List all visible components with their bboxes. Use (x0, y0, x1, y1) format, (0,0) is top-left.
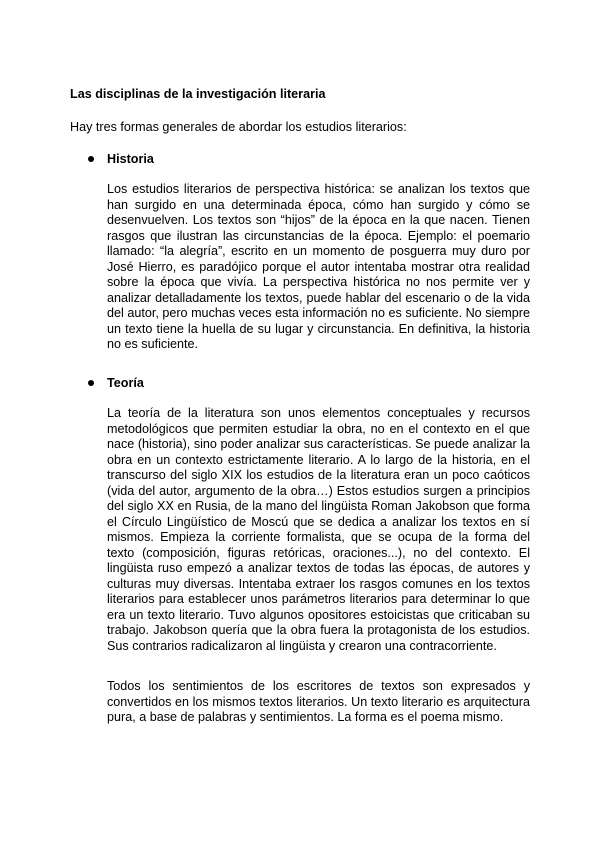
bullet-icon (88, 380, 94, 386)
historia-paragraph: Los estudios literarios de perspectiva histórica: se analizan los textos que han surgido en una determinada época, cómo han surgido y cómo se desenvuelven. Los textos son “hijos” de la época en la que nacen. Tienen rasgos que ilustran las circunstancias de la época. Ejemplo: el poemario llamado: “la alegría”, escrito en un momento de posguerra muy duro por José Hierro, es paradójico porque el autor intentaba mostrar otra realidad sobre la época que vivía. La perspectiva histórica no nos permite ver y analizar detalladamente los textos, puede hablar del escenario o de la vida del autor, pero muchas veces esta información no es suficiente. No siempre un texto tiene la huella de su lugar y circunstancia. En definitiva, la historia no es suficiente. (107, 182, 530, 351)
section-heading-label: Teoría (107, 376, 144, 390)
teoria-paragraph-2: Todos los sentimientos de los escritores de textos son expresados y convertidos en los mismos textos literarios. Un texto literario es arquitectura pura, a base de palabras y sentimientos. La forma es el poema mismo. (107, 679, 530, 724)
bullet-icon (88, 156, 94, 162)
document-title: Las disciplinas de la investigación literaria (70, 87, 326, 101)
intro-paragraph: Hay tres formas generales de abordar los estudios literarios: (70, 120, 407, 134)
section-heading-teoria (88, 374, 144, 392)
section-heading-historia (88, 150, 154, 168)
section-heading-label: Historia (107, 152, 154, 166)
teoria-paragraph-1: La teoría de la literatura son unos elementos conceptuales y recursos metodológicos que permiten estudiar la obra, no en el contexto en el que nace (historia), sino poder analizar sus características. Se puede analizar la obra en un contexto estrictamente literario. A lo largo de la historia, en el transcurso del siglo XIX los estudios de la literatura eran un poco caóticos (vida del autor, argumento de la obra…) Estos estudios surgen a principios del siglo XX en Rusia, de la mano del lingüista Roman Jakobson que forma el Círculo Lingüístico de Moscú que se dedica a analizar los textos en sí mismos. Empieza la corriente formalista, que se ocupa de la forma del texto (composición, figuras retóricas, oraciones...), no del contexto. El lingüista ruso empezó a analizar textos de todas las épocas, de autores y culturas muy diversas. Intentaba extraer los rasgos comunes en los textos literarios para establecer unos parámetros literarios para determinar lo que era un texto literario. Tuvo algunos opositores estoicistas que criticaban su trabajo. Jakobson quería que la obra fuera la protagonista de los estudios. Sus contrarios radicalizaron al lingüista y crearon una contracorriente. (107, 406, 530, 653)
